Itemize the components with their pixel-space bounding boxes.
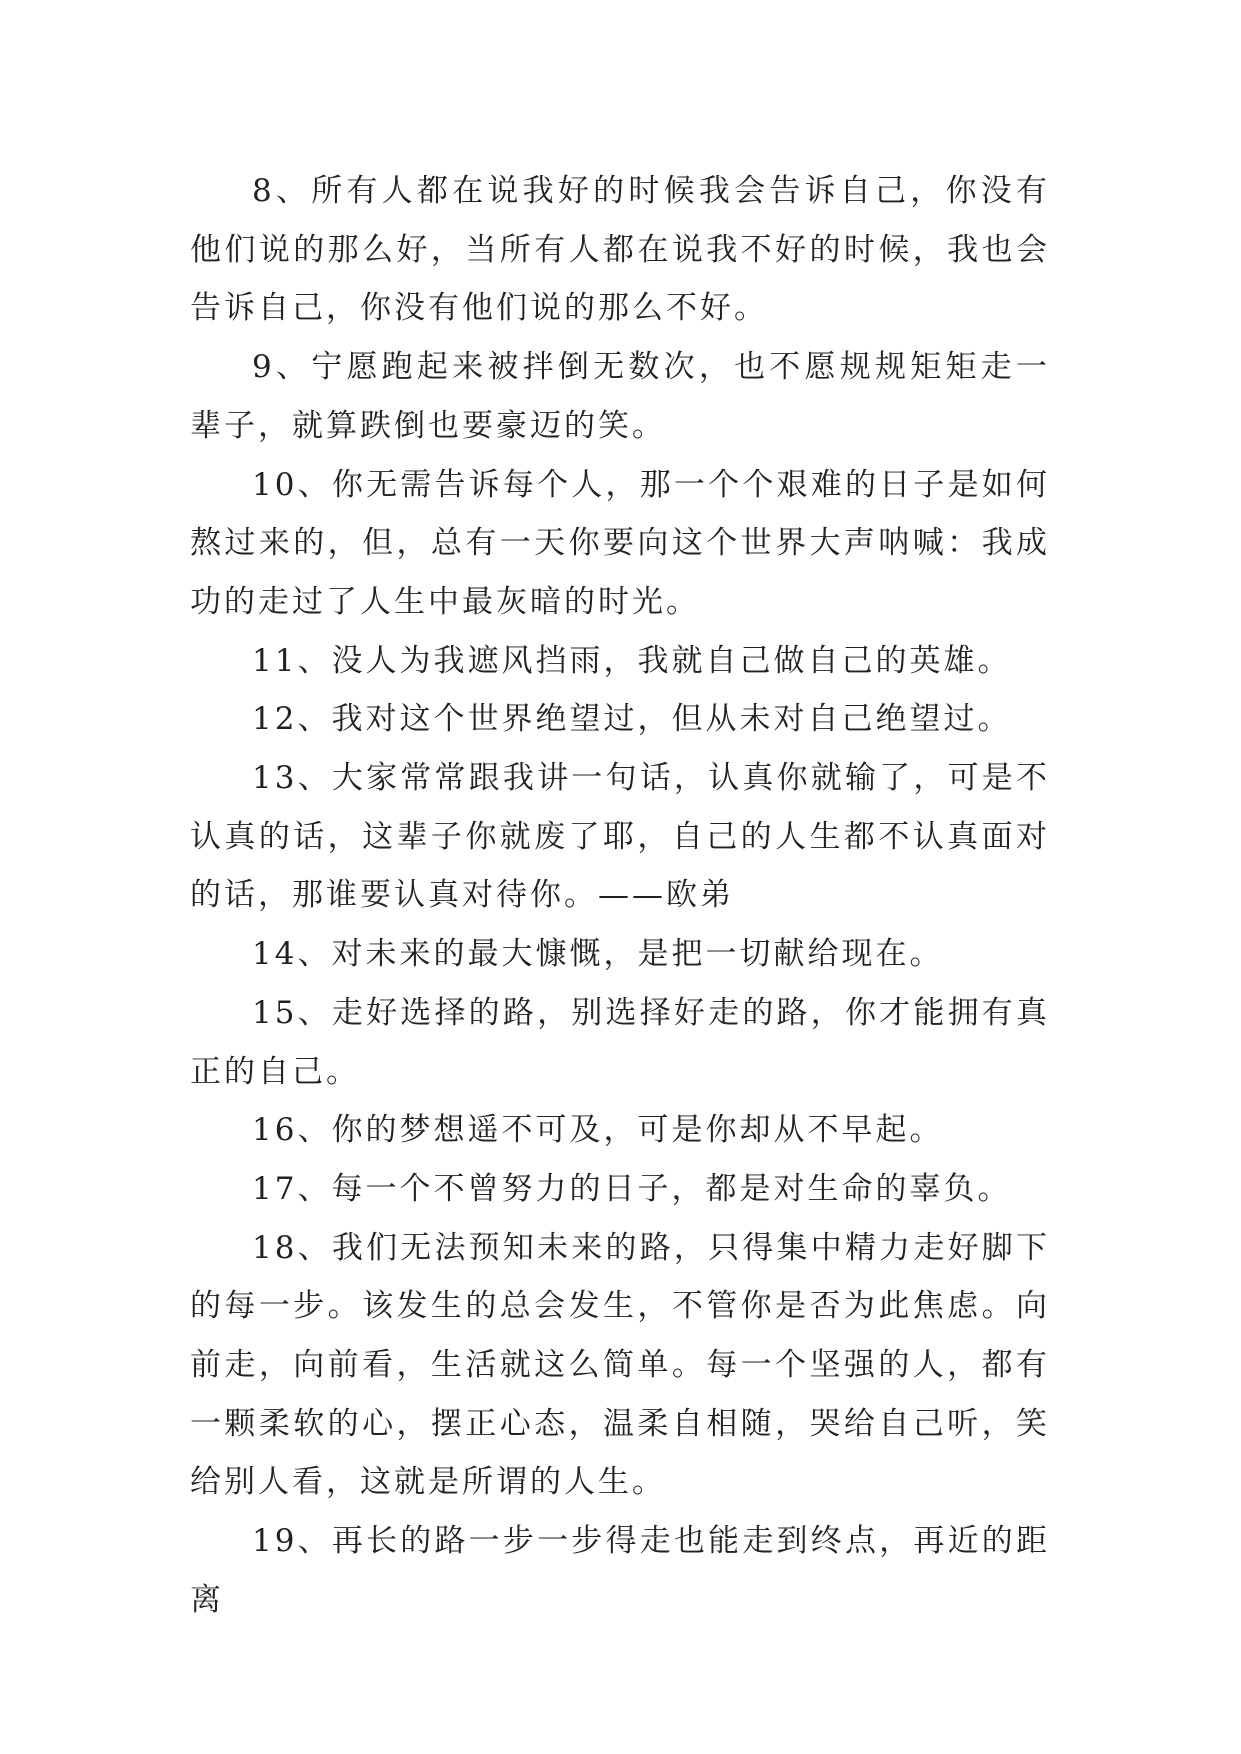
document-body (190, 162, 1050, 1630)
paragraph-18: 18、我们无法预知未来的路，只得集中精力走好脚下的每一步。该发生的总会发生，不管你是否为此焦虑。向前走，向前看，生活就这么简单。每一个坚强的人，都有一颗柔软的心，摆正心态，温柔自相随，哭给自己听，笑给别人看，这就是所谓的人生。 (190, 1229, 1050, 1501)
paragraph-15: 15、走好选择的路，别选择好走的路，你才能拥有真正的自己。 (190, 994, 1050, 1090)
paragraph-14: 14、对未来的最大慷慨，是把一切献给现在。 (252, 936, 944, 973)
paragraph-13: 13、大家常常跟我讲一句话，认真你就输了，可是不认真的话，这辈子你就废了耶，自己的人生都不认真面对的话，那谁要认真对待你。——欧弟 (190, 760, 1050, 914)
paragraph-8: 8、所有人都在说我好的时候我会告诉自己，你没有他们说的那么好，当所有人都在说我不好的时候，我也会告诉自己，你没有他们说的那么不好。 (190, 173, 1050, 327)
paragraph-10: 10、你无需告诉每个人，那一个个艰难的日子是如何熬过来的，但，总有一天你要向这个世界大声呐喊：我成功的走过了人生中最灰暗的时光。 (190, 466, 1050, 620)
paragraph-11: 11、没人为我遮风挡雨，我就自己做自己的英雄。 (252, 642, 1012, 679)
paragraph-19: 19、再长的路一步一步得走也能走到终点，再近的距离 (190, 1523, 1050, 1618)
paragraph-12: 12、我对这个世界绝望过，但从未对自己绝望过。 (252, 701, 1012, 738)
paragraph-9: 9、宁愿跑起来被拌倒无数次，也不愿规规矩矩走一辈子，就算跌倒也要豪迈的笑。 (190, 349, 1050, 444)
paragraph-16: 16、你的梦想遥不可及，可是你却从不早起。 (252, 1112, 944, 1149)
paragraph-17: 17、每一个不曾努力的日子，都是对生命的辜负。 (252, 1170, 1012, 1207)
